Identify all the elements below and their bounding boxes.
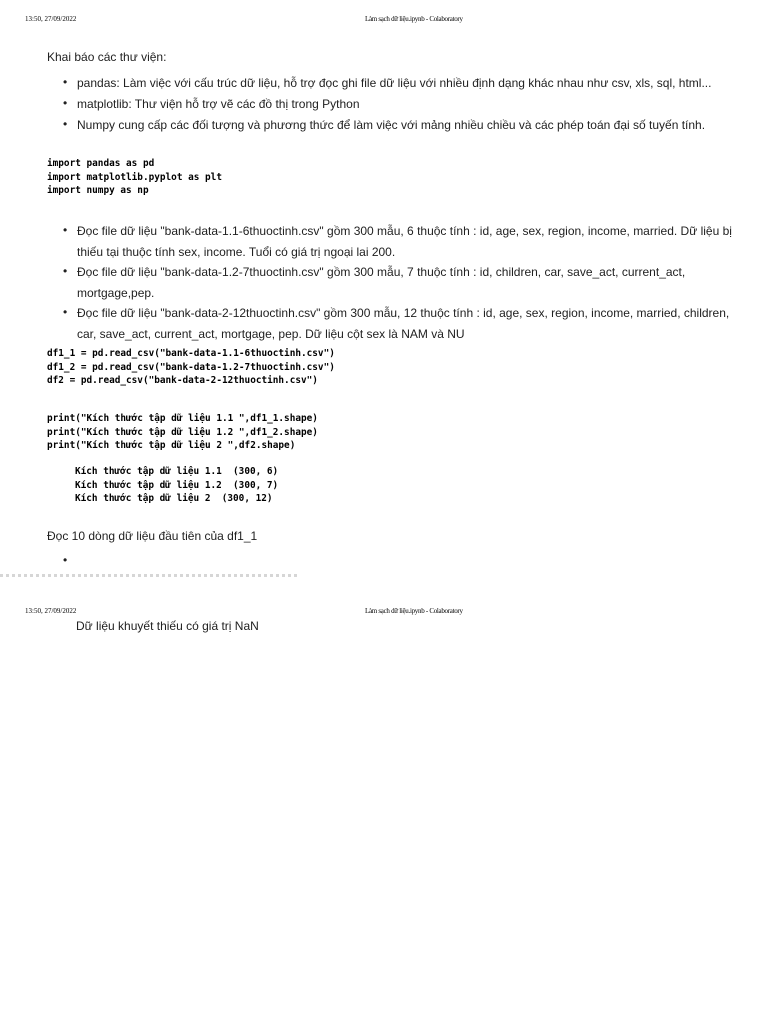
code-line: df1_1 = pd.read_csv("bank-data-1.1-6thuoctinh.csv")	[47, 348, 335, 359]
list-item: • Numpy cung cấp các đối tượng và phương thức để làm việc với mảng nhiều chiều và các phép toán đại số tuyến tính.	[47, 115, 747, 136]
read10-heading: Đọc 10 dòng dữ liệu đầu tiên của df1_1	[47, 529, 258, 543]
code-cell-print-shape[interactable]	[47, 412, 318, 453]
code-line: import pandas as pd	[47, 158, 155, 169]
code-line: print("Kích thước tập dữ liệu 1.2 ",df1_2.shape)	[47, 426, 318, 438]
missing-data-text: Dữ liệu khuyết thiếu có giá trị NaN	[76, 619, 259, 633]
print-title: Làm sạch dữ liệu.ipynb - Colaboratory	[365, 607, 463, 615]
libraries-list	[47, 73, 747, 136]
list-item: • Đọc file dữ liệu "bank-data-2-12thuoctinh.csv" gồm 300 mẫu, 12 thuộc tính : id, age, sex, region, income, married, children, car, save_act, current_act, mortgage, pep. Dữ liệu cột sex là NAM và NU	[47, 303, 737, 344]
code-line: df2 = pd.read_csv("bank-data-2-12thuoctinh.csv")	[47, 375, 318, 387]
list-item: • matplotlib: Thư viện hỗ trợ vẽ các đồ thị trong Python	[47, 94, 747, 115]
cell-output-shape	[75, 465, 278, 506]
print-header-page-1	[0, 15, 768, 29]
code-line: print("Kích thước tập dữ liệu 1.1 ",df1_1.shape)	[47, 413, 318, 424]
print-timestamp: 13:50, 27/09/2022	[25, 15, 77, 23]
code-line: import numpy as np	[47, 185, 149, 197]
code-line: df1_2 = pd.read_csv("bank-data-1.2-7thuoctinh.csv")	[47, 361, 335, 373]
page-cut-artifact	[0, 574, 300, 577]
output-line: Kích thước tập dữ liệu 1.2 (300, 7)	[75, 479, 279, 491]
print-title: Làm sạch dữ liệu.ipynb - Colaboratory	[365, 15, 463, 23]
list-item: • pandas: Làm việc với cấu trúc dữ liệu, hỗ trợ đọc ghi file dữ liệu với nhiều định dạng khác nhau như csv, xls, sql, html...	[47, 73, 747, 94]
empty-list	[47, 551, 147, 572]
print-timestamp: 13:50, 27/09/2022	[25, 607, 77, 615]
libraries-heading: Khai báo các thư viện:	[47, 50, 167, 64]
list-item: • Đọc file dữ liệu "bank-data-1.1-6thuoctinh.csv" gồm 300 mẫu, 6 thuộc tính : id, age, sex, region, income, married. Dữ liệu bị thiếu tại thuộc tính sex, income. Tuổi có giá trị ngoại lai 200.	[47, 221, 737, 262]
output-line: Kích thước tập dữ liệu 1.1 (300, 6)	[75, 466, 279, 477]
list-item: • Đọc file dữ liệu "bank-data-1.2-7thuoctinh.csv" gồm 300 mẫu, 7 thuộc tính : id, children, car, save_act, current_act, mortgage,pep.	[47, 262, 737, 303]
code-line: print("Kích thước tập dữ liệu 2 ",df2.shape)	[47, 440, 296, 452]
file-notes-list	[47, 221, 737, 344]
output-line: Kích thước tập dữ liệu 2 (300, 12)	[75, 493, 273, 505]
list-item	[47, 551, 147, 572]
code-line: import matplotlib.pyplot as plt	[47, 171, 222, 183]
code-cell-imports[interactable]	[47, 157, 222, 198]
code-cell-read-csv[interactable]	[47, 347, 335, 388]
